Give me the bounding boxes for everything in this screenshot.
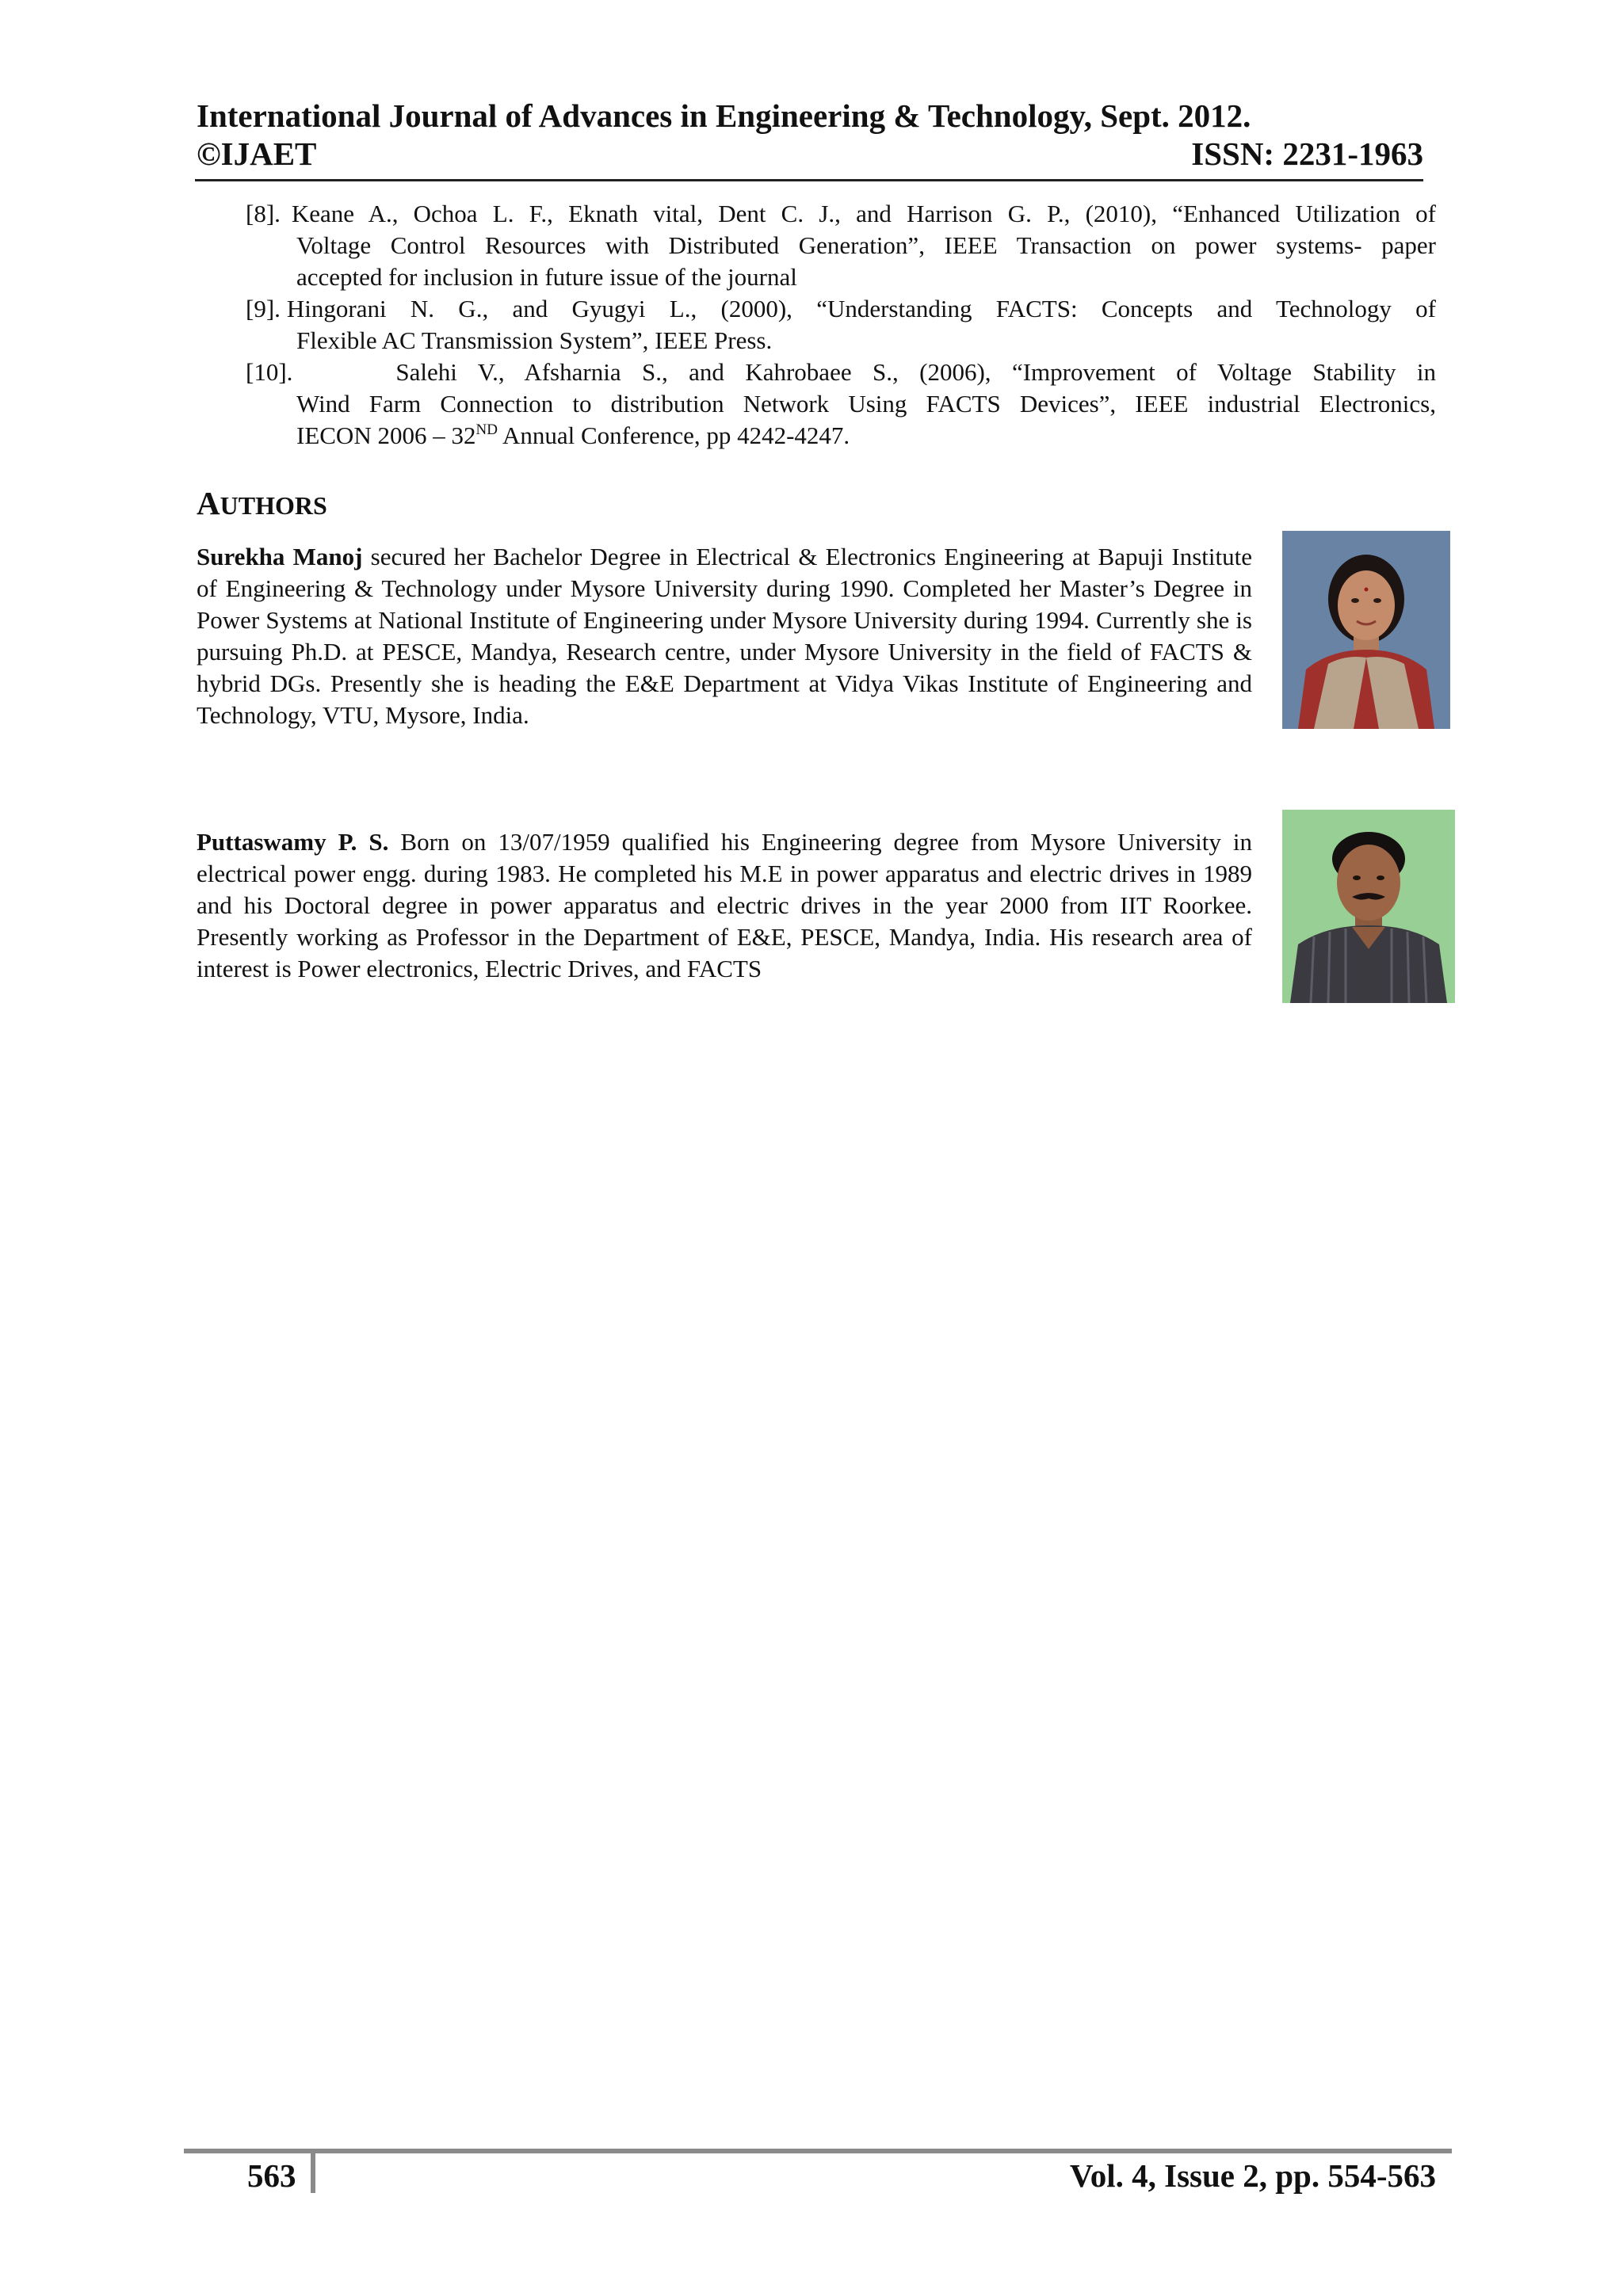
journal-title: International Journal of Advances in Engineering & Technology, Sept. 2012. — [197, 97, 1251, 134]
author-photo — [1282, 810, 1455, 1003]
reference-first-line — [246, 198, 1436, 230]
reference-text — [246, 420, 1436, 452]
reference-item — [246, 293, 1436, 357]
header-divider — [195, 179, 1423, 181]
reference-text: Keane A., Ochoa L. F., Eknath vital, Dent C. J., and Harrison G. P., (2010), “Enhanced Utilization of — [291, 200, 1436, 227]
reference-text: Wind Farm Connection to distribution Network Using FACTS Devices”, IEEE industrial Electronics, — [296, 390, 1436, 418]
author-bio-text: Born on 13/07/1959 qualified his Engineering degree from Mysore University in electrical power engg. during 1983. He completed his M.E in power apparatus and electric drives in 1989 and his Doctoral degree in power apparatus and electric drives in the year 2000 from IIT Roorkee. Presently working as Professor in the Department of E&E, PESCE, Mandya, India. His research area of interest is Power electronics, Electric Drives, and FACTS — [197, 828, 1252, 982]
copyright-mark: ©IJAET — [197, 135, 317, 172]
reference-text: accepted for inclusion in future issue of the journal — [296, 263, 797, 291]
issn: ISSN: 2231-1963 — [1191, 135, 1423, 172]
reference-text-part: Annual Conference, pp 4242-4247. — [497, 421, 850, 449]
footer-divider — [184, 2149, 1452, 2153]
author-portrait-image — [1282, 810, 1455, 1003]
reference-item — [246, 357, 1436, 452]
reference-item — [246, 198, 1436, 293]
author-bio — [197, 541, 1252, 731]
author-name: Surekha Manoj — [197, 543, 363, 570]
footer-separator — [311, 2152, 315, 2193]
heading-initial: A — [197, 485, 220, 521]
author-bio-text: secured her Bachelor Degree in Electrical & Electronics Engineering at Bapuji Institute of Engineering & Technology under Mysore University during 1990. Completed her Master’s Degree in Power Systems at National Institute of Engineering under Mysore University during 1994. Currently she is pursuing Ph.D. at PESCE, Mandya, Research centre, under Mysore University in the field of FACTS & hybrid DGs. Presently she is heading the E&E Department at Vidya Vikas Institute of Engineering and Technology, VTU, Mysore, India. — [197, 543, 1252, 729]
reference-text: Salehi V., Afsharnia S., and Kahrobaee S., (2006), “Improvement of Voltage Stability in — [395, 358, 1436, 386]
volume-info: Vol. 4, Issue 2, pp. 554-563 — [1069, 2157, 1436, 2194]
header-row-secondary — [197, 135, 1423, 173]
authors-heading — [197, 483, 327, 525]
reference-text: Hingorani N. G., and Gyugyi L., (2000), “Understanding FACTS: Concepts and Technology of — [286, 295, 1436, 322]
page-header — [197, 97, 1423, 173]
reference-text: Voltage Control Resources with Distributed Generation”, IEEE Transaction on power systems- paper — [296, 231, 1436, 259]
reference-text: Flexible AC Transmission System”, IEEE Press. — [296, 326, 773, 354]
reference-number: [9]. — [246, 295, 281, 322]
reference-first-line — [246, 357, 1436, 388]
reference-first-line — [246, 293, 1436, 325]
page-number: 563 — [247, 2157, 296, 2194]
superscript-ordinal: ND — [475, 421, 498, 438]
author-name: Puttaswamy P. S. — [197, 828, 389, 856]
author-bio — [197, 826, 1252, 985]
reference-number: [8]. — [246, 200, 281, 227]
reference-number: [10]. — [246, 358, 293, 386]
heading-rest: UTHORS — [220, 491, 327, 520]
reference-list — [246, 198, 1436, 452]
author-portrait-image — [1282, 531, 1450, 729]
reference-text-part: IECON 2006 – 32 — [296, 421, 476, 449]
author-photo — [1282, 531, 1450, 729]
